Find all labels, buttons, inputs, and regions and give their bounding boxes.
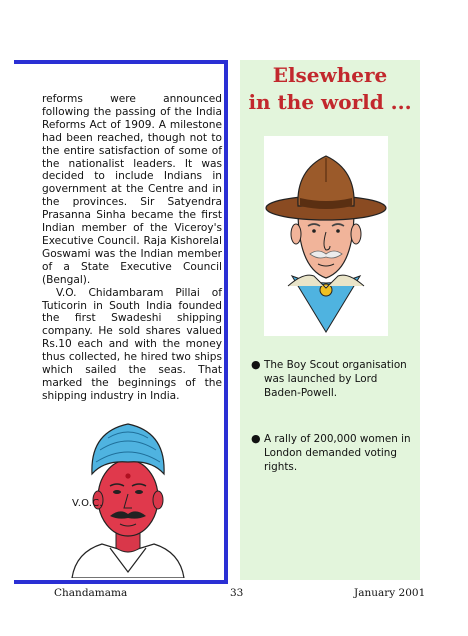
panel-title-line-1: Elsewhere — [272, 63, 388, 87]
bullet-list — [250, 358, 414, 506]
bullet-text: A rally of 200,000 women in London demanded voting rights. — [264, 433, 411, 473]
footer-issue-date: January 2001 — [354, 587, 426, 599]
footer-magazine-name: Chandamama — [54, 587, 128, 599]
list-item — [250, 432, 414, 474]
baden-powell-illustration — [264, 136, 388, 336]
left-column-text — [42, 93, 222, 403]
list-item — [250, 358, 414, 400]
voc-paragraph: V.O. Chidambaram Pillai of Tuticorin in South India founded the first Swadeshi shipping company. He sold shares valued Rs.10 each and with the money thus collected, he hired two ships which sailed the seas. That marked the beginnings of the shipping industry in India. — [42, 286, 222, 402]
panel-title — [240, 62, 420, 116]
footer-page-number: 33 — [230, 587, 244, 599]
voc-portrait-illustration — [62, 402, 194, 578]
bullet-icon: ● — [251, 358, 261, 371]
voc-caption: V.O.C. — [72, 498, 103, 509]
bullet-text: The Boy Scout organisation was launched by Lord Baden-Powell. — [264, 359, 407, 399]
bullet-icon: ● — [251, 432, 261, 445]
reforms-paragraph: reforms were announced following the passing of the India Reforms Act of 1909. A milestone had been reached, though not to the entire satisfaction of some of the nationalist leaders. It was decided to include Indians in government at the Centre and in the provinces. Sir Satyendra Prasanna Sinha became the first Indian member of the Viceroy's Executive Council. Raja Kishorelal Goswami was the Indian member of a State Executive Council (Bengal). — [42, 93, 222, 286]
panel-title-line-2: in the world ... — [248, 90, 412, 114]
